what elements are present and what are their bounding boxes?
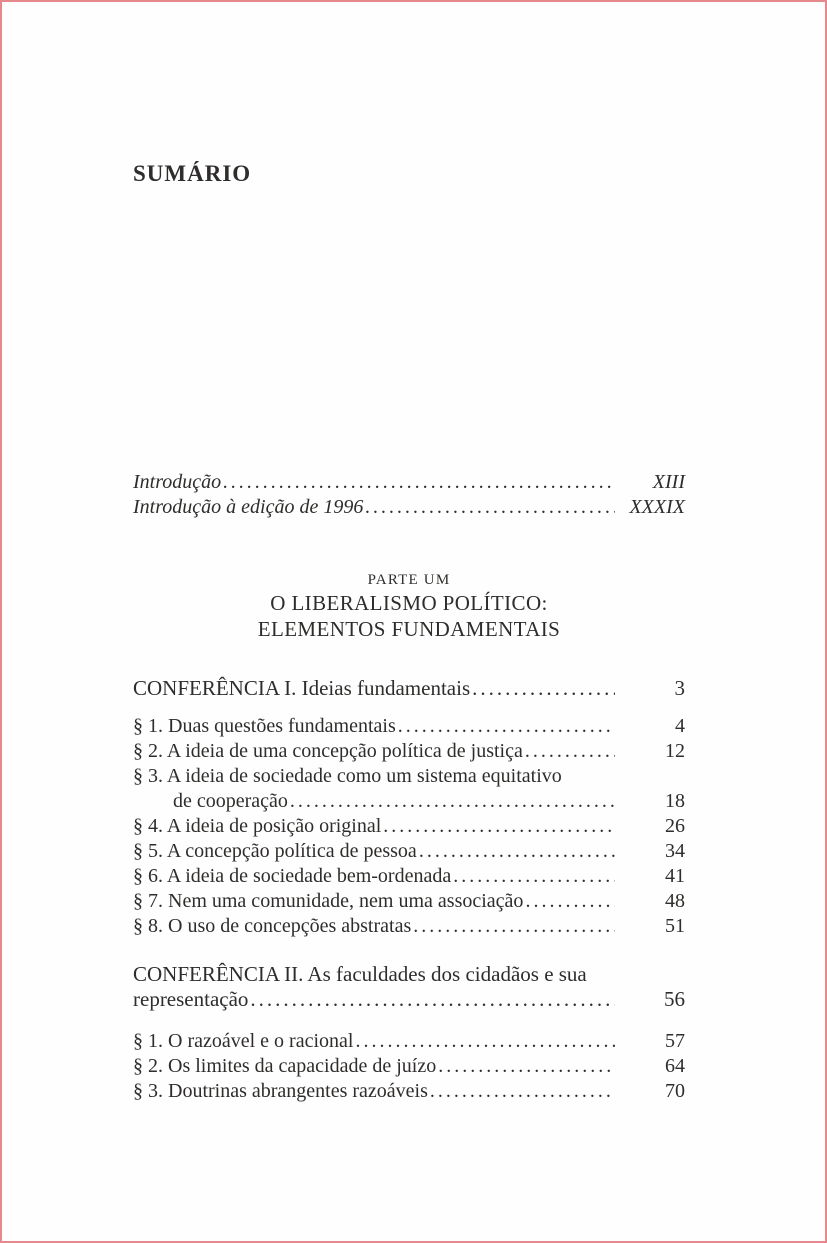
page-content (133, 2, 685, 1104)
dot-leader (413, 914, 615, 939)
toc-entry-multiline (133, 764, 685, 814)
toc-entry-label-line1: CONFERÊNCIA II. As faculdades dos cidadãos e sua (133, 962, 587, 986)
toc-entry-page: XXXIX (629, 496, 685, 518)
toc-entry (133, 889, 685, 914)
toc-entry-page: 57 (665, 1030, 685, 1052)
toc-entry (133, 839, 685, 864)
dot-leader (383, 814, 615, 839)
toc-entry (133, 864, 685, 889)
toc-entry-label: § 8. O uso de concepções abstratas (133, 915, 412, 937)
toc-entry (133, 470, 685, 495)
toc-entry-page: 12 (665, 740, 685, 762)
toc-entry (133, 1054, 685, 1079)
toc-entry-page: 51 (665, 915, 685, 937)
conference-2-entries (133, 1029, 685, 1104)
dot-leader (453, 864, 615, 889)
toc-entry-page: 48 (665, 890, 685, 912)
toc-entry-page: 18 (665, 790, 685, 812)
dot-leader (365, 495, 615, 520)
toc-entry-page: 34 (665, 840, 685, 862)
toc-entry-label: § 1. Duas questões fundamentais (133, 715, 396, 737)
toc-entry-label: Introdução (133, 471, 222, 493)
toc-entry-label: CONFERÊNCIA I. Ideias fundamentais (133, 676, 471, 700)
toc-entry-label: § 6. A ideia de sociedade bem-ordenada (133, 865, 452, 887)
toc-entry-page: 41 (665, 865, 685, 887)
conference-1-entries (133, 714, 685, 939)
toc-entry-page: 70 (665, 1080, 685, 1102)
dot-leader (430, 1079, 615, 1104)
toc-entry-label: § 7. Nem uma comunidade, nem uma associação (133, 890, 524, 912)
toc-entry-continuation (133, 789, 685, 814)
dot-leader (438, 1054, 615, 1079)
part-title-line1: O LIBERALISMO POLÍTICO: (270, 591, 548, 615)
toc-entry-page: 26 (665, 815, 685, 837)
dot-leader (525, 739, 615, 764)
toc-entry-label: § 2. A ideia de uma concepção política de justiça (133, 740, 523, 762)
page-title: SUMÁRIO (133, 161, 252, 186)
dot-leader (472, 676, 615, 701)
toc-entry (133, 1079, 685, 1104)
dot-leader (223, 470, 615, 495)
toc-entry (133, 739, 685, 764)
toc-entry-conference-1 (133, 676, 685, 701)
dot-leader (525, 889, 615, 914)
toc-entry-label-line1: § 3. A ideia de sociedade como um sistema equitativo (133, 765, 562, 787)
toc-entry-conference-2 (133, 962, 685, 1012)
toc-entry-label: § 1. O razoável e o racional (133, 1030, 354, 1052)
toc-entry (133, 1029, 685, 1054)
front-matter (133, 470, 685, 520)
toc-entry-label: § 3. Doutrinas abrangentes razoáveis (133, 1080, 428, 1102)
toc-entry (133, 714, 685, 739)
toc-entry-label-line2: representação (133, 987, 249, 1011)
toc-entry-label: § 4. A ideia de posição original (133, 815, 382, 837)
toc-entry-label: § 2. Os limites da capacidade de juízo (133, 1055, 437, 1077)
toc-entry-label: Introdução à edição de 1996 (133, 496, 364, 518)
dot-leader (398, 714, 615, 739)
toc-entry (133, 914, 685, 939)
toc-entry-page: 64 (665, 1055, 685, 1077)
part-kicker: PARTE UM (367, 572, 451, 588)
toc-entry (133, 814, 685, 839)
toc-entry (133, 495, 685, 520)
dot-leader (290, 789, 615, 814)
toc-entry-page: 3 (674, 676, 685, 700)
toc-entry-continuation (133, 987, 685, 1012)
part-heading (133, 570, 685, 642)
toc-entry-page: 56 (664, 987, 685, 1011)
toc-entry-page: 4 (675, 715, 685, 737)
toc-entry-label: § 5. A concepção política de pessoa (133, 840, 417, 862)
part-title-line2: ELEMENTOS FUNDAMENTAIS (257, 617, 561, 641)
toc-entry-page: XIII (652, 471, 685, 493)
dot-leader (419, 839, 615, 864)
dot-leader (355, 1029, 615, 1054)
toc-entry-label-line2: de cooperação (173, 790, 288, 812)
dot-leader (250, 987, 615, 1012)
